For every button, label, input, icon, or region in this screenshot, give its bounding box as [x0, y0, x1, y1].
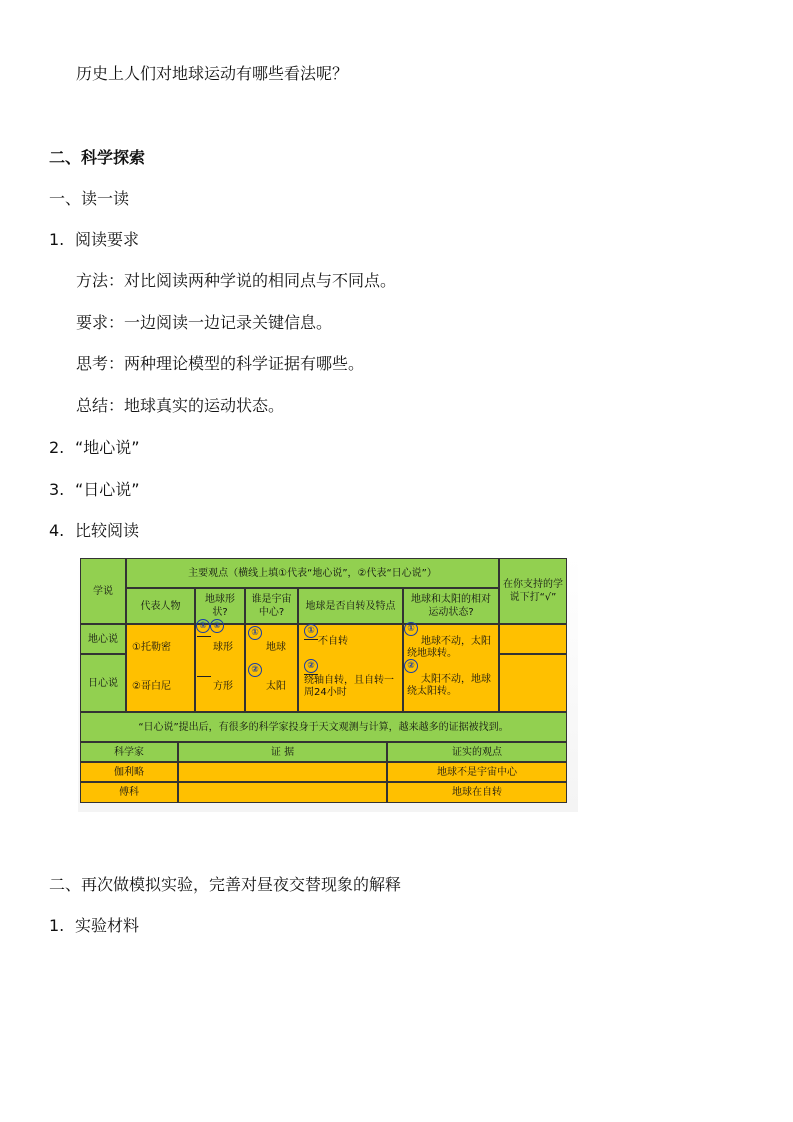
- evidence-header-scientist: 科学家: [80, 742, 178, 762]
- circle-mark-1: ①: [304, 624, 318, 638]
- note-row: “日心说”提出后，有很多的科学家投身于天文观测与计算，越来越多的证据被找到。: [80, 712, 567, 742]
- support-header: 在你支持的学说下打“√”: [499, 558, 567, 624]
- item-number: 1.: [49, 230, 65, 249]
- subheader-rotation: 地球是否自转及特点: [298, 588, 403, 624]
- circle-mark-2: ②: [248, 663, 262, 677]
- subheader-relative: 地球和太阳的相对运动状态?: [403, 588, 499, 624]
- list-item: [49, 477, 140, 500]
- circle-mark-2: ②: [404, 659, 418, 673]
- section-heading: 二、科学探索: [49, 148, 146, 167]
- item-text: 比较阅读: [75, 521, 140, 540]
- item-number: 4.: [49, 521, 65, 540]
- theory-heliocentric: 日心说: [80, 654, 126, 712]
- answer-blank: [197, 676, 211, 677]
- part2-heading: 二、再次做模拟实验，完善对昼夜交替现象的解释: [49, 875, 402, 894]
- subheader-center: 谁是宇宙中心?: [245, 588, 298, 624]
- list-item: [49, 227, 139, 250]
- shape-ball: 球形: [213, 642, 233, 653]
- part1-heading: 一、读一读: [49, 189, 130, 208]
- subheader-shape: 地球形状?: [195, 588, 245, 624]
- item-text: “日心说”: [75, 480, 140, 499]
- subheader-person: 代表人物: [126, 588, 195, 624]
- relative-heliocentric: 太阳不动，地球绕太阳转。: [407, 674, 491, 697]
- support-geocentric: [499, 624, 567, 654]
- requirement-method: 方法：对比阅读两种学说的相同点与不同点。: [76, 271, 397, 290]
- evidence-foucault: [178, 782, 387, 803]
- person-cell: [126, 624, 195, 712]
- person-ptolemy: ①托勒密: [132, 642, 171, 653]
- view-foucault: 地球在自转: [387, 782, 567, 803]
- scientist-foucault: 傅科: [80, 782, 178, 803]
- shape-square: 方形: [213, 681, 233, 692]
- center-sun: 太阳: [266, 681, 286, 692]
- answer-blank: [304, 639, 318, 640]
- circle-mark-1: ①: [404, 622, 418, 636]
- view-galileo: 地球不是宇宙中心: [387, 762, 567, 782]
- evidence-galileo: [178, 762, 387, 782]
- evidence-header-view: 证实的观点: [387, 742, 567, 762]
- item-number: 1.: [49, 916, 65, 935]
- requirement-think: 思考：两种理论模型的科学证据有哪些。: [76, 354, 365, 373]
- rotation-geocentric: 不自转: [318, 636, 348, 647]
- intro-question: 历史上人们对地球运动有哪些看法呢？: [76, 64, 349, 83]
- requirement-demand: 要求：一边阅读一边记录关键信息。: [76, 313, 333, 332]
- shape-cell: [195, 624, 245, 712]
- main-header: 主要观点（横线上填①代表“地心说”，②代表“日心说”）: [126, 558, 499, 588]
- circle-mark-1: ①: [196, 619, 210, 633]
- scientist-galileo: 伽利略: [80, 762, 178, 782]
- circle-mark-2: ②: [304, 659, 318, 673]
- circle-mark-2: ②: [210, 619, 224, 633]
- list-item: [49, 435, 140, 458]
- theory-header: 学说: [80, 558, 126, 624]
- list-item: [49, 518, 139, 541]
- item-text: 阅读要求: [75, 230, 140, 249]
- item-text: “地心说”: [75, 438, 140, 457]
- relative-geocentric: 地球不动，太阳绕地球转。: [407, 636, 491, 659]
- item-number: 3.: [49, 480, 65, 499]
- list-item: [49, 913, 139, 936]
- evidence-header-evidence: 证 据: [178, 742, 387, 762]
- center-earth: 地球: [266, 642, 286, 653]
- circle-mark-1: ①: [248, 626, 262, 640]
- answer-blank: [197, 636, 211, 637]
- person-copernicus: ②哥白尼: [132, 681, 171, 692]
- item-number: 2.: [49, 438, 65, 457]
- requirement-summary: 总结：地球真实的运动状态。: [76, 396, 285, 415]
- item-text: 实验材料: [75, 916, 140, 935]
- support-heliocentric: [499, 654, 567, 712]
- comparison-table: [80, 558, 567, 803]
- theory-geocentric: 地心说: [80, 624, 126, 654]
- rotation-heliocentric: 绕轴自转，且自转一周24小时: [304, 675, 394, 698]
